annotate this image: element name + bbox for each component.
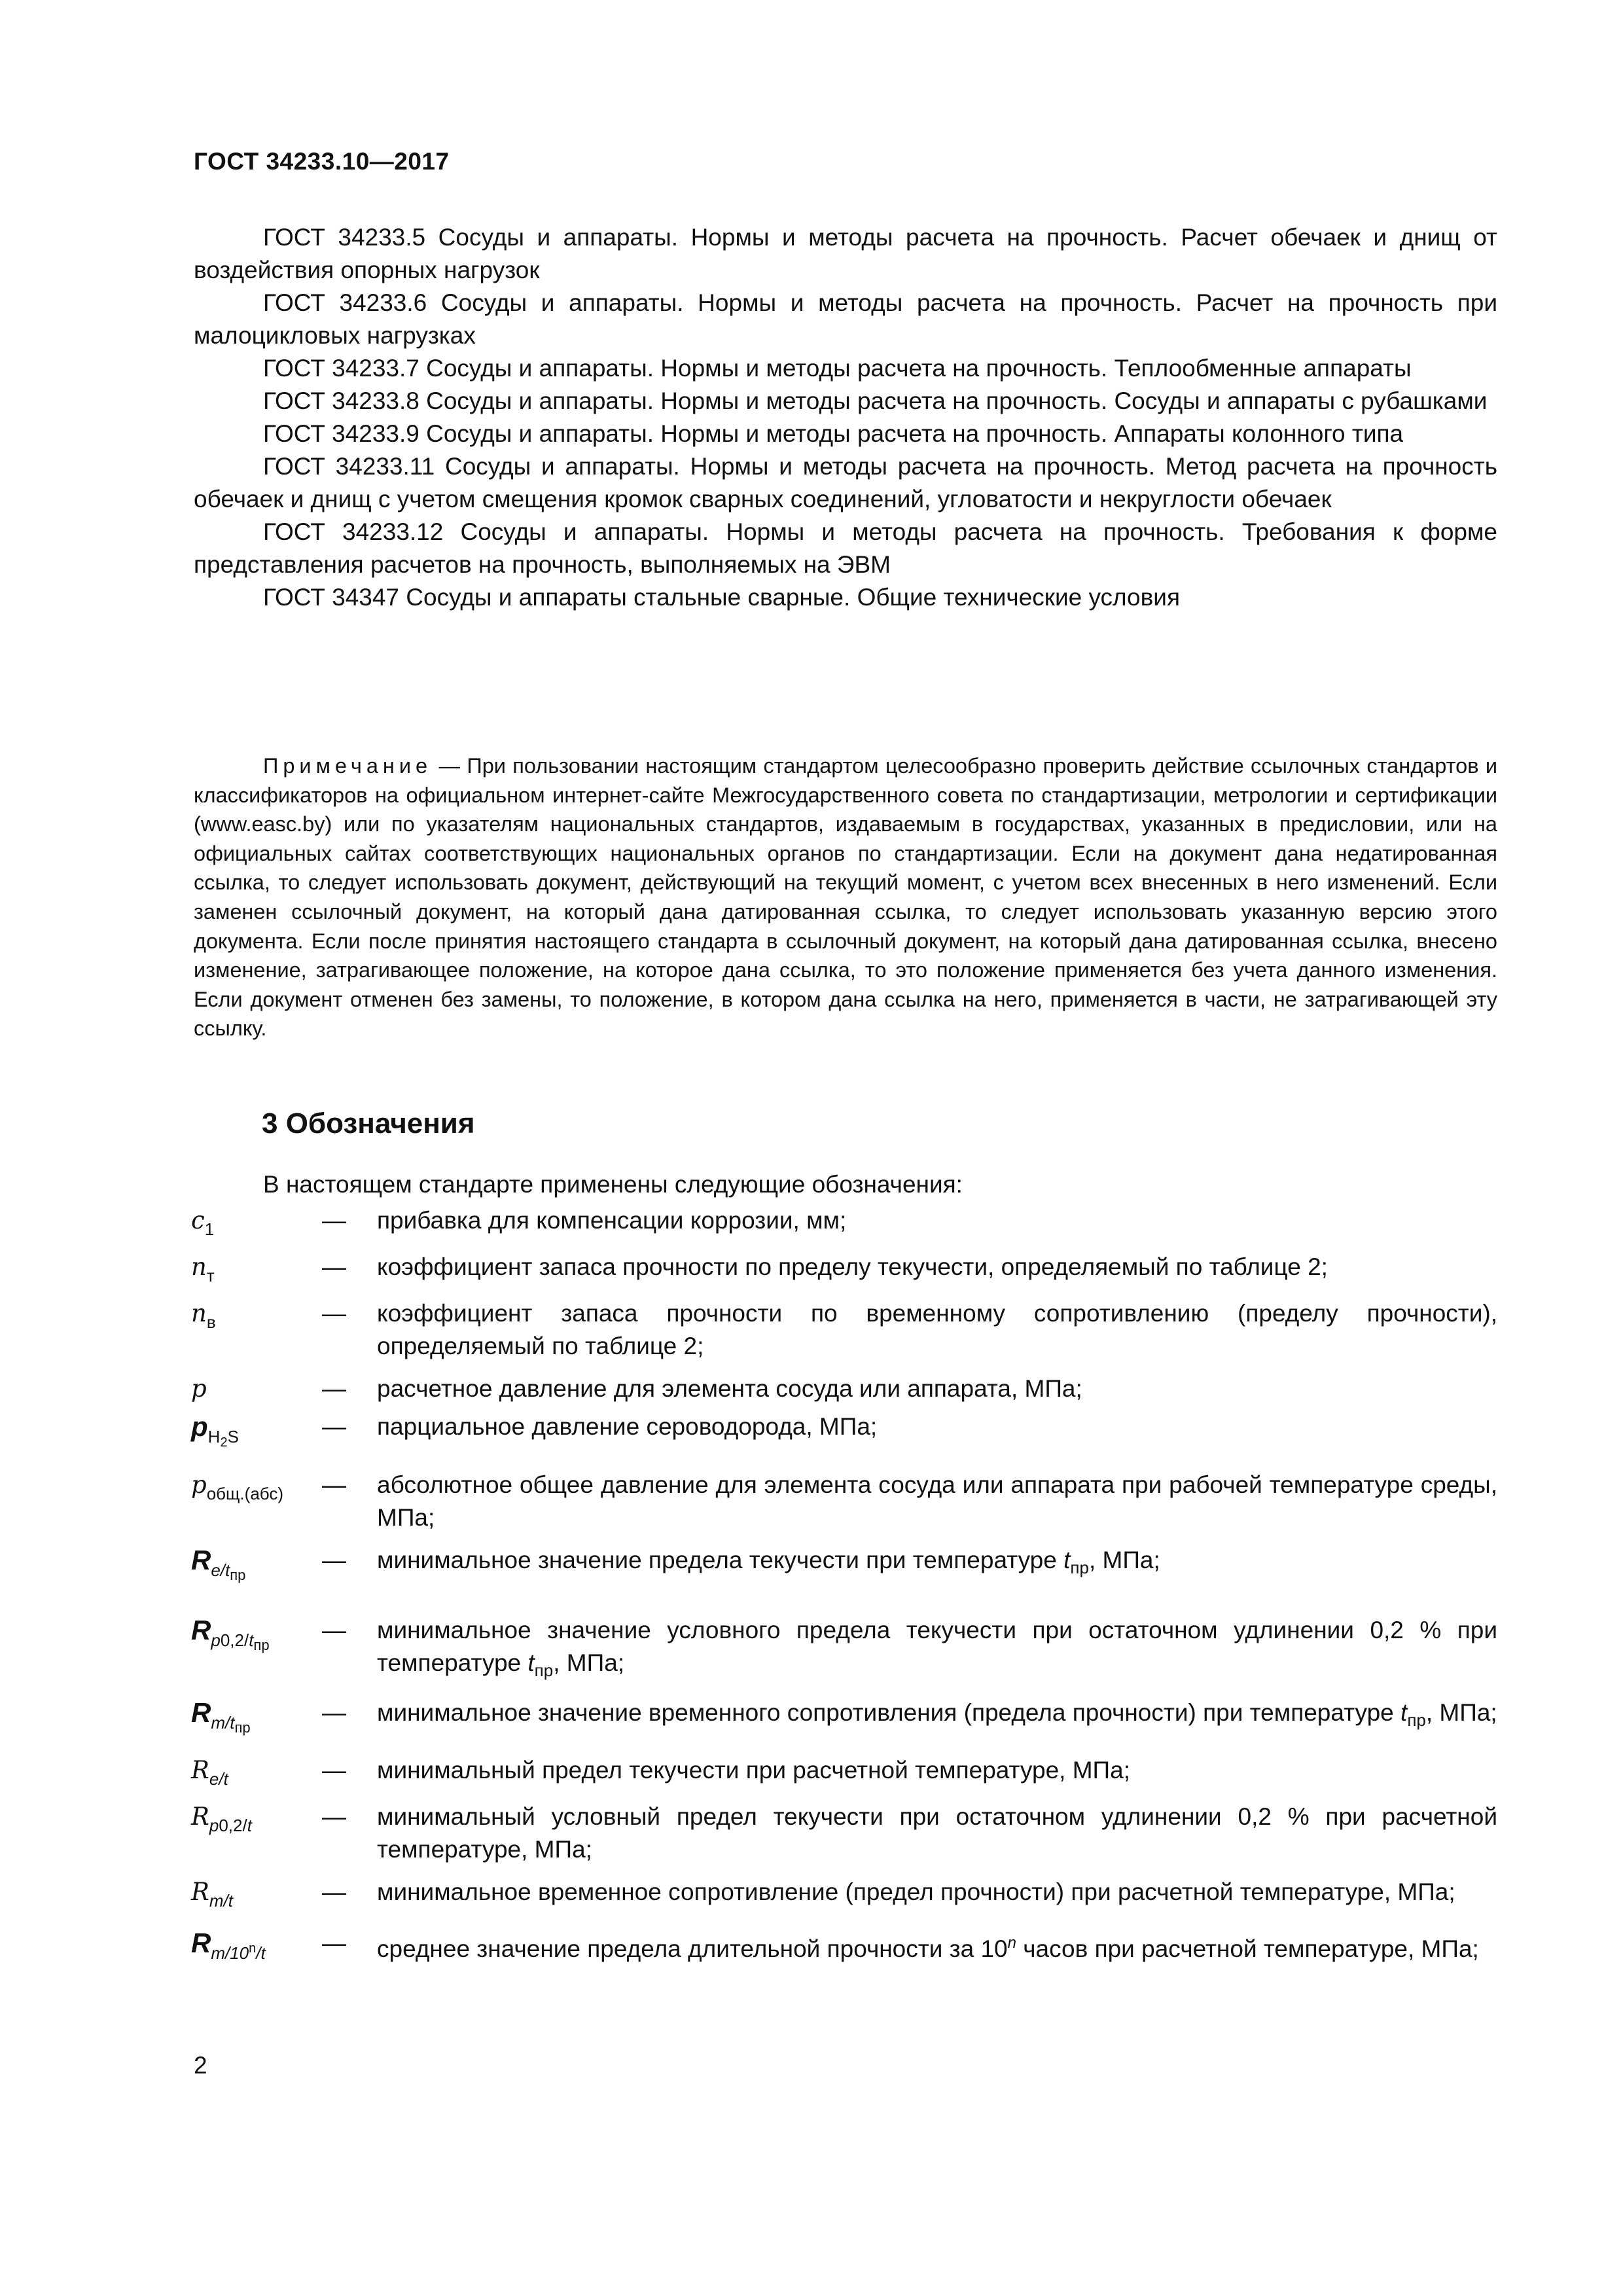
symbol-description: прибавка для компенсации коррозии, мм;: [377, 1207, 847, 1234]
symbol-row: [191, 1297, 1497, 1363]
symbol-description: минимальное значение предела текучести при температуре $t_{пр}$, МПа;: [377, 1547, 1160, 1577]
symbol: $n_т$: [191, 1253, 215, 1285]
symbol-description: коэффициент запаса прочности по временному сопротивлению (пределу прочности), определяемый по таблице 2;: [377, 1300, 1497, 1359]
symbol-row: [191, 1927, 1497, 1969]
dash: —: [322, 1757, 346, 1784]
symbol-row: [191, 1696, 1497, 1744]
symbol-description: минимальное значение временного сопротивления (предела прочности) при температуре $t_{пр}$, МПа;: [377, 1699, 1497, 1730]
symbol: $R_{m/t}$: [191, 1878, 233, 1910]
symbol: p: [191, 1374, 207, 1403]
symbol: $R_{e/t}$: [191, 1756, 228, 1789]
symbol-description: коэффициент запаса прочности по пределу текучести, определяемый по таблице 2;: [377, 1253, 1328, 1280]
dash: —: [322, 1929, 346, 1956]
symbol-row: [191, 1251, 1497, 1292]
dash: —: [322, 1878, 346, 1905]
symbols-list: [191, 1204, 1497, 1979]
normative-references: [194, 221, 1497, 614]
symbol-description: расчетное давление для элемента сосуда или аппарата, МПа;: [377, 1375, 1082, 1402]
dash: —: [322, 1699, 346, 1726]
dash: —: [322, 1471, 346, 1498]
symbol-description: минимальный условный предел текучести при остаточном удлинении 0,2 % при расчетной температуре, МПа;: [377, 1803, 1497, 1863]
symbol-row: [191, 1372, 1497, 1405]
symbol-description: абсолютное общее давление для элемента сосуда или аппарата при рабочей температуре среды, МПа;: [377, 1471, 1497, 1531]
reference-item: ГОСТ 34233.5 Сосуды и аппараты. Нормы и методы расчета на прочность. Расчет обечаек и днищ от воздействия опорных нагрузок: [194, 224, 1497, 283]
dash: —: [322, 1803, 346, 1830]
document-header: ГОСТ 34233.10—2017: [194, 148, 450, 175]
symbol: $R_{p0,2/t_{пр}}$: [191, 1615, 270, 1653]
symbol: $c_1$: [191, 1206, 215, 1239]
reference-item: ГОСТ 34233.9 Сосуды и аппараты. Нормы и методы расчета на прочность. Аппараты колонного типа: [263, 420, 1404, 447]
reference-item: ГОСТ 34347 Сосуды и аппараты стальные сварные. Общие технические условия: [263, 584, 1180, 611]
note-label: Примечание: [263, 754, 433, 778]
reference-item: ГОСТ 34233.8 Сосуды и аппараты. Нормы и методы расчета на прочность. Сосуды и аппараты с рубашками: [263, 387, 1488, 414]
symbol: $p_{общ.(абс)}$: [191, 1471, 284, 1503]
reference-item: ГОСТ 34233.7 Сосуды и аппараты. Нормы и методы расчета на прочность. Теплообменные аппараты: [263, 355, 1412, 382]
symbol-row: [191, 1754, 1497, 1795]
symbol-description: среднее значение предела длительной прочности за 10$^n$ часов при расчетной температуре, МПа;: [377, 1934, 1479, 1962]
symbol: $R_{m/t_{пр}}$: [191, 1697, 251, 1736]
reference-item: ГОСТ 34233.12 Сосуды и аппараты. Нормы и методы расчета на прочность. Требования к форме представления расчетов на прочность, выполняемых на ЭВМ: [194, 518, 1497, 578]
reference-item: ГОСТ 34233.6 Сосуды и аппараты. Нормы и методы расчета на прочность. Расчет на прочность при малоцикловых нагрузках: [194, 289, 1497, 349]
section-title: 3 Обозначения: [262, 1107, 475, 1139]
symbol-row: [191, 1469, 1497, 1534]
dash: —: [322, 1375, 346, 1402]
symbol: $R_{p0,2/t}$: [191, 1803, 252, 1835]
note-text: — При пользовании настоящим стандартом целесообразно проверить действие ссылочных стандартов и классификаторов на официальном интернет-сайте Межгосударственного совета по стандартизации, метрологии и сертификации (www.easc.by) или по указателям национальных стандартов, издаваемым в государствах, указанных в предисловии, или на официальных сайтах соответствующих национальных органов по стандартизации. Если на документ дана недатированная ссылка, то следует использовать документ, действующий на текущий момент, с учетом всех внесенных в него изменений. Если заменен ссылочный документ, на который дана датированная ссылка, то следует использовать указанную версию этого документа. Если после принятия настоящего стандарта в ссылочный документ, на который дана датированная ссылка, внесено изменение, затрагивающее положение, на которое дана ссылка, то это положение применяется без учета данного изменения. Если документ отменен без замены, то положение, в котором дана ссылка на него, применяется в части, не затрагивающей эту ссылку.: [194, 754, 1497, 1041]
symbol: $R_{e/t_{пр}}$: [191, 1545, 246, 1583]
reference-item: ГОСТ 34233.11 Сосуды и аппараты. Нормы и методы расчета на прочность. Метод расчета на прочность обечаек и днищ с учетом смещения кромок сварных соединений, угловатости и некруглости обечаек: [194, 453, 1497, 512]
symbol-description: минимальное значение условного предела текучести при остаточном удлинении 0,2 % при температуре $t_{пр}$, МПа;: [377, 1617, 1497, 1680]
symbol-row: [191, 1801, 1497, 1866]
dash: —: [322, 1253, 346, 1280]
symbol-description: парциальное давление сероводорода, МПа;: [377, 1413, 878, 1440]
symbol-row: [191, 1544, 1497, 1592]
dash: —: [322, 1413, 346, 1440]
symbol-row: [191, 1614, 1497, 1687]
section-intro: В настоящем стандарте применены следующие обозначения:: [263, 1171, 963, 1198]
dash: —: [322, 1207, 346, 1234]
note-paragraph: [194, 751, 1497, 1043]
symbol-description: минимальный предел текучести при расчетной температуре, МПа;: [377, 1757, 1130, 1784]
symbol-row: [191, 1876, 1497, 1917]
symbol-description: минимальное временное сопротивление (предел прочности) при расчетной температуре, МПа;: [377, 1878, 1455, 1905]
dash: —: [322, 1547, 346, 1573]
symbol: $p_{H_2S}$: [191, 1411, 239, 1450]
symbol: $R_{m/10^n/t}$: [191, 1928, 266, 1963]
page-number: 2: [194, 2052, 207, 2079]
dash: —: [322, 1300, 346, 1327]
symbol-row: [191, 1410, 1497, 1459]
symbol: $n_в$: [191, 1299, 216, 1332]
dash: —: [322, 1617, 346, 1643]
symbol-row: [191, 1204, 1497, 1246]
